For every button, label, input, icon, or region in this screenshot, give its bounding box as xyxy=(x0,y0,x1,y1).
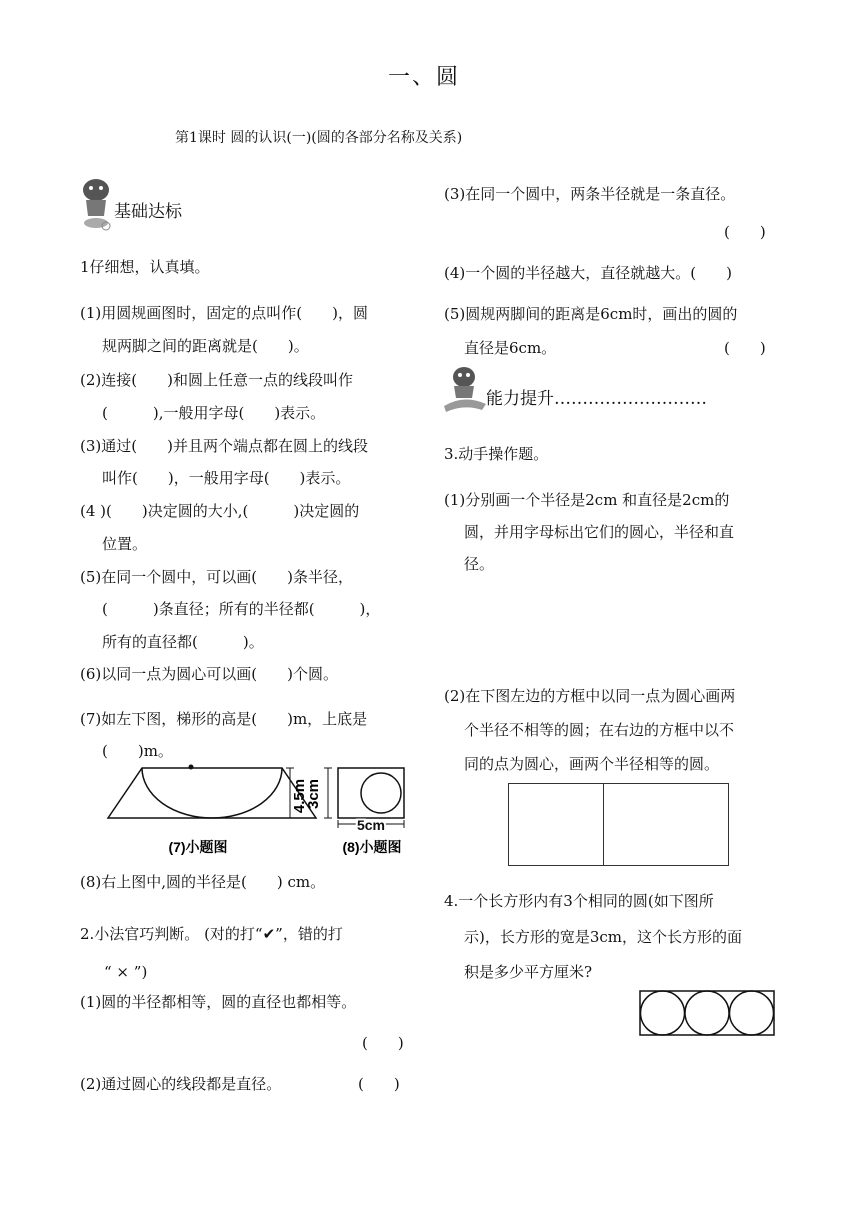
fig8-caption: (8)小题图 xyxy=(342,839,402,855)
q2-4: (4)一个圆的半径越大，直径就越大。( ) xyxy=(444,264,732,282)
q2-heading-line-1: 2.小法官巧判断。 (对的打“✔”，错的打 xyxy=(80,925,343,943)
q1-line-10: ( )条直径；所有的半径都( )， xyxy=(102,600,381,618)
q2-5-line-1: (5)圆规两脚间的距离是6cm时，画出的圆的 xyxy=(444,305,738,323)
q1-line-3: (2)连接( )和圆上任意一点的线段叫作 xyxy=(80,371,353,389)
tiger-surfing-mascot-icon xyxy=(442,364,488,414)
section-basic-heading: 基础达标 xyxy=(114,202,182,222)
q1-line-5: (3)通过( )并且两个端点都在圆上的线段 xyxy=(80,437,368,455)
fig7-height-label: 4.5m xyxy=(291,778,308,814)
q1-line-2: 规两脚之间的距离就是( )。 xyxy=(102,337,309,355)
q3-2-line-3: 同的点为圆心，画两个半径相等的圆。 xyxy=(464,755,720,773)
q2-5-answer-paren: ( ) xyxy=(724,339,766,357)
q2-3: (3)在同一个圆中，两条半径就是一条直径。 xyxy=(444,185,736,203)
q1-heading: 1仔细想，认真填。 xyxy=(80,258,210,276)
q4-line-2: 示)，长方形的宽是3cm，这个长方形的面 xyxy=(464,928,743,946)
q1-line-6: 叫作( )，一般用字母( )表示。 xyxy=(102,469,351,487)
q1-line-4: ( ),一般用字母( )表示。 xyxy=(102,404,326,422)
q2-2: (2)通过圆心的线段都是直径。 xyxy=(80,1075,282,1093)
drawing-box-right[interactable] xyxy=(602,783,729,866)
page-title: 一、圆 xyxy=(388,65,461,90)
q2-1: (1)圆的半径都相等，圆的直径也都相等。 xyxy=(80,993,357,1011)
rect-circle-figure xyxy=(305,768,404,833)
q3-1-line-2: 圆，并用字母标出它们的圆心，半径和直 xyxy=(464,523,735,541)
q3-1-line-3: 径。 xyxy=(464,555,495,573)
fig7-caption: (7)小题图 xyxy=(168,839,228,855)
q2-5-line-2: 直径是6cm。 xyxy=(464,339,557,357)
q1-line-8-radius: (8)右上图中,圆的半径是( ) cm。 xyxy=(80,873,326,891)
q1-line-7: (4 )( )决定圆的大小,( )决定圆的 xyxy=(80,502,360,520)
section-advanced-heading: 能力提升……………………… xyxy=(486,389,707,409)
page-subtitle: 第1课时 圆的认识(一)(圆的各部分名称及关系) xyxy=(175,130,463,146)
q4-line-1: 4.一个长方形内有3个相同的圆(如下图所 xyxy=(444,892,714,910)
trapezoid-figure xyxy=(108,765,316,819)
q2-heading-line-2: “ × ”) xyxy=(104,963,148,981)
figures-7-8 xyxy=(104,762,416,858)
q2-1-answer-paren: ( ) xyxy=(362,1034,404,1052)
q3-2-line-2: 个半径不相等的圆；在右边的方框中以不 xyxy=(464,721,735,739)
q1-line-12: (6)以同一点为圆心可以画( )个圆。 xyxy=(80,665,338,683)
q1-line-13: (7)如左下图，梯形的高是( )m，上底是 xyxy=(80,710,368,728)
q4-line-3: 积是多少平方厘米? xyxy=(464,963,593,981)
drawing-box-left[interactable] xyxy=(508,783,604,866)
q3-1-line-1: (1)分别画一个半径是2cm 和直径是2cm的 xyxy=(444,491,730,509)
q1-line-1: (1)用圆规画图时，固定的点叫作( )，圆 xyxy=(80,304,368,322)
fig8-width-label: 5cm xyxy=(356,817,386,833)
q2-3-answer-paren: ( ) xyxy=(724,223,766,241)
q1-line-11: 所有的直径都( )。 xyxy=(102,633,264,651)
q3-2-line-1: (2)在下图左边的方框中以同一点为圆心画两 xyxy=(444,687,736,705)
q1-line-9: (5)在同一个圆中，可以画( )条半径， xyxy=(80,568,353,586)
tiger-mascot-icon xyxy=(78,176,114,232)
q3-heading: 3.动手操作题。 xyxy=(444,445,549,463)
three-circles-rectangle-figure xyxy=(638,989,778,1037)
fig8-height-label: 3cm xyxy=(305,778,322,810)
q2-2-answer-paren: ( ) xyxy=(358,1075,400,1093)
q1-line-14: ( )m。 xyxy=(102,742,173,760)
q1-line-8: 位置。 xyxy=(102,535,148,553)
